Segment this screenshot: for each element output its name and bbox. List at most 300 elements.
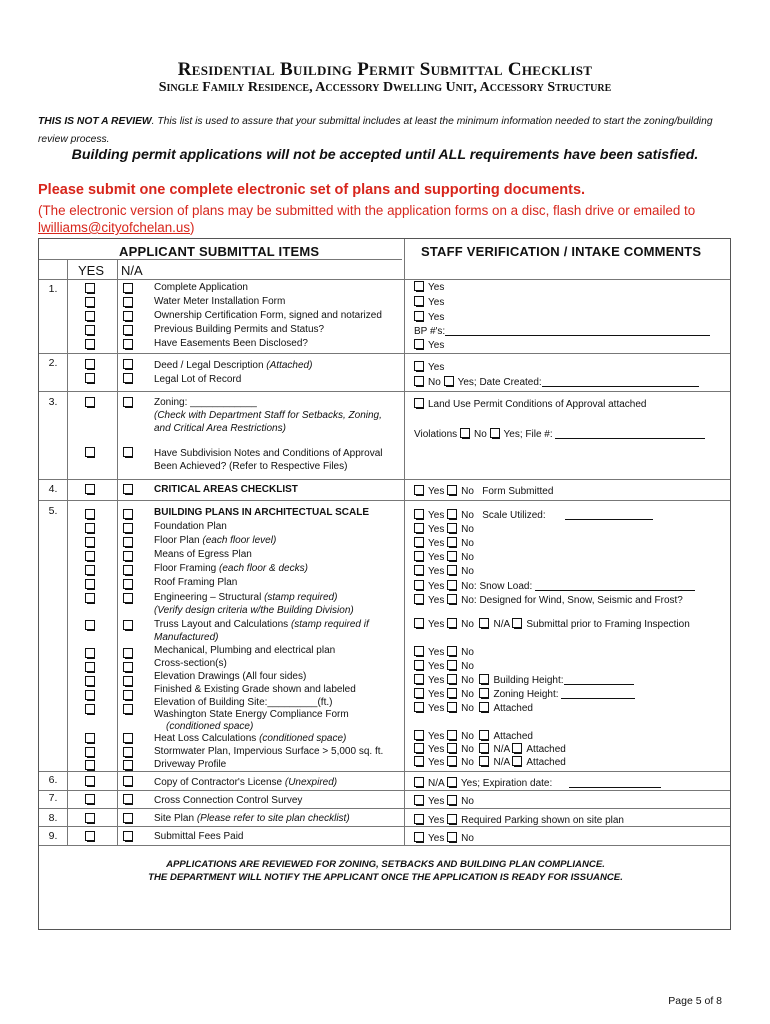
col-divider: [404, 239, 405, 845]
floor-plan-label: Floor Plan: [154, 535, 203, 546]
staff-zoning-height[interactable]: [414, 688, 635, 701]
checkbox-icon[interactable]: [512, 756, 523, 766]
staff-label: Yes: [428, 833, 445, 844]
checkbox-icon[interactable]: [85, 579, 95, 589]
checkbox-icon[interactable]: [123, 690, 133, 700]
checkbox-icon[interactable]: [447, 523, 458, 533]
staff-egress[interactable]: [414, 551, 474, 564]
checkbox-icon[interactable]: [444, 376, 455, 386]
checkbox-icon[interactable]: [414, 702, 425, 712]
checkbox-icon[interactable]: [447, 795, 458, 805]
checkbox-icon[interactable]: [414, 361, 425, 371]
engineering-label: Engineering – Structural: [154, 592, 265, 603]
staff-label: Yes: [428, 744, 445, 755]
checkbox-icon[interactable]: [414, 594, 425, 604]
submit-instructions-title: Please submit one complete electronic set of plans and supporting documents.: [38, 182, 586, 198]
staff-label: Yes: [428, 340, 445, 351]
checkbox-icon[interactable]: [123, 339, 133, 349]
date-input-line[interactable]: [542, 377, 699, 387]
checkbox-icon[interactable]: [85, 325, 95, 335]
checkbox-icon[interactable]: [447, 814, 458, 824]
staff-truss[interactable]: [414, 618, 690, 631]
checkbox-icon[interactable]: [85, 447, 95, 457]
staff-label: Zoning Height:: [493, 689, 559, 700]
staff-critical-areas[interactable]: [414, 485, 553, 498]
item-contractor: [154, 776, 337, 789]
checkbox-icon[interactable]: [123, 397, 133, 407]
checkbox-icon[interactable]: [85, 297, 95, 307]
item-floor-plan: [154, 534, 276, 547]
staff-label: No: [461, 486, 474, 497]
checkbox-icon[interactable]: [414, 376, 425, 386]
checkbox-icon[interactable]: [85, 648, 95, 658]
checkbox-icon[interactable]: [414, 660, 425, 670]
checkbox-icon[interactable]: [414, 618, 425, 628]
staff-label: No: [428, 377, 441, 388]
item-fees: Submittal Fees Paid: [154, 831, 244, 842]
item-complete-application: Complete Application: [154, 282, 248, 293]
checkbox-icon[interactable]: [123, 620, 133, 630]
staff-label: No: [461, 552, 474, 563]
checkbox-icon[interactable]: [85, 537, 95, 547]
staff-label: Yes: [428, 661, 445, 672]
submit-note-suffix: ): [190, 220, 195, 235]
staff-label: No: [461, 796, 474, 807]
checkbox-icon[interactable]: [414, 795, 425, 805]
row-number: 6.: [48, 774, 58, 786]
checkbox-icon[interactable]: [123, 551, 133, 561]
staff-label: No: [461, 566, 474, 577]
contractor-note: (Unexpired): [284, 777, 338, 788]
file-input-line[interactable]: [555, 429, 705, 439]
expiration-input-line[interactable]: [569, 778, 661, 788]
zoning-note-line-2: and Critical Area Restrictions): [154, 423, 286, 434]
review-footer-note: [39, 858, 732, 884]
staff-label: Yes: [428, 619, 445, 630]
staff-fees[interactable]: [414, 832, 474, 845]
staff-cross-sections[interactable]: [414, 660, 474, 673]
checkbox-icon[interactable]: [123, 593, 133, 603]
staff-label: N/A: [493, 757, 510, 768]
truss-note: (stamp required if: [290, 619, 369, 630]
checkbox-icon[interactable]: [123, 813, 133, 823]
checkbox-icon[interactable]: [123, 648, 133, 658]
staff-label: Scale Utilized:: [482, 510, 546, 521]
staff-label: No: Designed for Wind, Snow, Seismic and Frost?: [461, 595, 683, 606]
checkbox-icon[interactable]: [414, 580, 425, 590]
item-energy-code: Washington State Energy Compliance Form: [154, 709, 349, 720]
staff-yes-2[interactable]: [414, 296, 444, 309]
row-divider: [39, 826, 730, 827]
checkbox-icon[interactable]: [123, 325, 133, 335]
staff-label: Yes; File #:: [503, 429, 553, 440]
staff-label: Yes: [428, 703, 445, 714]
checkbox-icon[interactable]: [414, 537, 425, 547]
checkbox-icon[interactable]: [414, 339, 425, 349]
row-divider: [39, 500, 730, 501]
staff-label: Yes: [428, 581, 445, 592]
item-stormwater: Stormwater Plan, Impervious Surface > 5,000 sq. ft.: [154, 746, 384, 757]
checkbox-icon[interactable]: [123, 359, 133, 369]
staff-contractor[interactable]: [414, 777, 661, 790]
item-engineering-note-2: [154, 604, 354, 617]
row-number: 9.: [48, 830, 58, 842]
checkbox-icon[interactable]: [85, 676, 95, 686]
staff-label: No: [461, 524, 474, 535]
item-floor-framing: [154, 562, 308, 575]
staff-label: Yes: [428, 675, 445, 686]
checkbox-icon[interactable]: [414, 674, 425, 684]
item-truss: [154, 618, 369, 631]
engineering-note-line-2: (Verify design criteria w/the Building Division): [154, 605, 354, 616]
staff-header: STAFF VERIFICATION / INTAKE COMMENTS: [421, 244, 702, 259]
email-link[interactable]: lwilliams@cityofchelan.us: [38, 220, 191, 235]
row-number: 1.: [48, 283, 58, 295]
staff-site-plan[interactable]: [414, 814, 624, 827]
staff-heat-loss[interactable]: [414, 730, 533, 743]
checkbox-icon[interactable]: [479, 730, 490, 740]
item-previous-permits: Previous Building Permits and Status?: [154, 324, 325, 335]
checkbox-icon[interactable]: [447, 594, 458, 604]
checkbox-icon[interactable]: [414, 814, 425, 824]
staff-label: No: [461, 744, 474, 755]
checkbox-icon[interactable]: [85, 704, 95, 714]
checkbox-icon[interactable]: [85, 747, 95, 757]
checkbox-icon[interactable]: [447, 730, 458, 740]
checkbox-icon[interactable]: [85, 359, 95, 369]
item-legal-lot: Legal Lot of Record: [154, 374, 242, 385]
staff-designed-for[interactable]: [414, 594, 683, 607]
checkbox-icon[interactable]: [447, 832, 458, 842]
staff-driveway[interactable]: [414, 756, 566, 769]
site-plan-note: (Please refer to site plan checklist): [196, 813, 350, 824]
item-foundation: Foundation Plan: [154, 521, 227, 532]
footer-line-1: APPLICATIONS ARE REVIEWED FOR ZONING, SETBACKS AND BUILDING PLAN COMPLIANCE.: [166, 859, 605, 870]
checkbox-icon[interactable]: [123, 579, 133, 589]
staff-label: No: [461, 647, 474, 658]
checkbox-icon[interactable]: [447, 743, 458, 753]
checkbox-icon[interactable]: [123, 704, 133, 714]
checkbox-icon[interactable]: [85, 339, 95, 349]
checkbox-icon[interactable]: [85, 620, 95, 630]
page-title: Residential Building Permit Submittal Checklist: [177, 59, 593, 80]
zoning-note-line-1: (Check with Department Staff for Setbacks, Zoning,: [154, 410, 382, 421]
item-water-meter: Water Meter Installation Form: [154, 296, 286, 307]
checkbox-icon[interactable]: [414, 523, 425, 533]
checkbox-icon[interactable]: [123, 523, 133, 533]
row-divider: [39, 259, 402, 260]
col-divider: [67, 259, 68, 845]
row-divider: [39, 279, 730, 280]
submit-note-prefix: (The electronic version of plans may be submitted with the application forms on a disc, flash drive or emailed to: [38, 203, 696, 218]
item-zoning: Zoning: ____________: [154, 397, 257, 408]
checkbox-icon[interactable]: [414, 688, 425, 698]
staff-label: Required Parking shown on site plan: [461, 815, 624, 826]
row-divider: [39, 808, 730, 809]
staff-bp-field[interactable]: [414, 325, 710, 338]
checkbox-icon[interactable]: [123, 565, 133, 575]
checkbox-icon[interactable]: [447, 551, 458, 561]
checkbox-icon[interactable]: [123, 676, 133, 686]
checkbox-icon[interactable]: [479, 688, 490, 698]
checkbox-icon[interactable]: [414, 646, 425, 656]
staff-label: Yes: [428, 312, 445, 323]
staff-label: Form Submitted: [482, 486, 554, 497]
col-divider: [117, 259, 118, 845]
staff-label: Yes: [428, 297, 445, 308]
staff-label: No: [461, 689, 474, 700]
item-driveway: Driveway Profile: [154, 759, 227, 770]
checkbox-icon[interactable]: [123, 283, 133, 293]
staff-label: No: [461, 757, 474, 768]
item-ownership: Ownership Certification Form, signed and notarized: [154, 310, 382, 321]
page-number: Page 5 of 8: [668, 995, 722, 1007]
staff-label: No: [461, 619, 474, 630]
checkbox-icon[interactable]: [85, 794, 95, 804]
checkbox-icon[interactable]: [414, 730, 425, 740]
checkbox-icon[interactable]: [123, 776, 133, 786]
staff-label: N/A: [493, 744, 510, 755]
checkbox-icon[interactable]: [512, 618, 523, 628]
checkbox-icon[interactable]: [479, 674, 490, 684]
staff-label: Yes: [428, 689, 445, 700]
checkbox-icon[interactable]: [85, 283, 95, 293]
checkbox-icon[interactable]: [85, 813, 95, 823]
checkbox-icon[interactable]: [85, 690, 95, 700]
checkbox-icon[interactable]: [447, 756, 458, 766]
energy-code-note: (conditioned space): [166, 721, 254, 732]
staff-yes-3[interactable]: [414, 311, 444, 324]
checkbox-icon[interactable]: [123, 831, 133, 841]
bp-input-line[interactable]: [445, 326, 710, 336]
checkbox-icon[interactable]: [414, 485, 425, 495]
row-number: 8.: [48, 812, 58, 824]
checkbox-icon[interactable]: [85, 662, 95, 672]
item-elevation-site: Elevation of Building Site:_________(ft.): [154, 697, 333, 708]
checkbox-icon[interactable]: [85, 760, 95, 770]
checkbox-icon[interactable]: [123, 447, 133, 457]
checkbox-icon[interactable]: [85, 776, 95, 786]
heat-loss-label: Heat Loss Calculations: [154, 733, 260, 744]
staff-legal-lot[interactable]: [414, 376, 699, 389]
checkbox-icon[interactable]: [85, 311, 95, 321]
staff-land-use[interactable]: [414, 398, 646, 411]
checkbox-icon[interactable]: [447, 537, 458, 547]
checkbox-icon[interactable]: [447, 580, 458, 590]
row-divider: [39, 771, 730, 772]
staff-label: Attached: [526, 744, 566, 755]
checkbox-icon[interactable]: [490, 428, 501, 438]
staff-label: Attached: [493, 731, 533, 742]
checkbox-icon[interactable]: [414, 743, 425, 753]
staff-building-height[interactable]: [414, 674, 634, 687]
checkbox-icon[interactable]: [85, 484, 95, 494]
checkbox-icon[interactable]: [479, 756, 490, 766]
staff-label: Yes: [428, 731, 445, 742]
checkbox-icon[interactable]: [85, 733, 95, 743]
staff-label: Yes: [428, 757, 445, 768]
item-heat-loss: [154, 732, 346, 745]
checkbox-icon[interactable]: [414, 551, 425, 561]
checkbox-icon[interactable]: [447, 618, 458, 628]
heat-loss-note: (conditioned space): [259, 733, 347, 744]
zoning-height-input-line[interactable]: [561, 689, 635, 699]
checkbox-icon[interactable]: [414, 296, 425, 306]
row-number: 4.: [48, 483, 58, 495]
checkbox-icon[interactable]: [85, 593, 95, 603]
checkbox-icon[interactable]: [123, 373, 133, 383]
staff-violations[interactable]: [414, 428, 705, 441]
item-building-plans: [154, 506, 369, 519]
row-divider: [39, 391, 730, 392]
staff-label: No: [461, 833, 474, 844]
staff-snow-load[interactable]: [414, 580, 695, 593]
staff-foundation[interactable]: [414, 523, 474, 536]
row-number: 2.: [48, 357, 58, 369]
checkbox-icon[interactable]: [85, 373, 95, 383]
row-number: 7.: [48, 792, 58, 804]
staff-label: No: [461, 538, 474, 549]
col-yes-header: YES: [78, 263, 105, 278]
checkbox-icon[interactable]: [479, 618, 490, 628]
checklist-table: [38, 238, 731, 930]
checkbox-icon[interactable]: [447, 509, 458, 519]
floor-framing-note: (each floor & decks): [219, 563, 308, 574]
checkbox-icon[interactable]: [447, 646, 458, 656]
checkbox-icon[interactable]: [414, 777, 425, 787]
staff-label: N/A: [493, 619, 510, 630]
staff-floor-framing[interactable]: [414, 565, 474, 578]
checkbox-icon[interactable]: [85, 523, 95, 533]
staff-label: Yes: [428, 552, 445, 563]
item-easements: Have Easements Been Disclosed?: [154, 338, 308, 349]
applicant-header: APPLICANT SUBMITTAL ITEMS: [119, 244, 320, 259]
checkbox-icon[interactable]: [123, 537, 133, 547]
checkbox-icon[interactable]: [447, 485, 458, 495]
snow-load-input-line[interactable]: [535, 581, 695, 591]
checkbox-icon[interactable]: [414, 756, 425, 766]
checkbox-icon[interactable]: [123, 760, 133, 770]
checkbox-icon[interactable]: [123, 794, 133, 804]
item-deed-label: Deed / Legal Description: [154, 360, 267, 371]
row-number: 5.: [48, 505, 58, 517]
floor-framing-label: Floor Framing: [154, 563, 220, 574]
staff-label: Yes: [428, 362, 445, 373]
staff-label: No: [461, 661, 474, 672]
item-mep: Mechanical, Plumbing and electrical plan: [154, 645, 336, 656]
staff-scale[interactable]: [414, 509, 653, 522]
footer-line-2: THE DEPARTMENT WILL NOTIFY THE APPLICANT ONCE THE APPLICATION IS READY FOR ISSUANCE.: [148, 872, 623, 883]
checkbox-icon[interactable]: [512, 743, 523, 753]
checkbox-icon[interactable]: [460, 428, 471, 438]
checkbox-icon[interactable]: [414, 311, 425, 321]
item-deed-note: (Attached): [266, 360, 313, 371]
item-critical-areas: [154, 483, 298, 496]
checkbox-icon[interactable]: [123, 733, 133, 743]
checkbox-icon[interactable]: [447, 688, 458, 698]
checkbox-icon[interactable]: [414, 398, 425, 408]
item-roof-framing: Roof Framing Plan: [154, 577, 238, 588]
floor-plan-note: (each floor level): [202, 535, 277, 546]
checkbox-icon[interactable]: [479, 743, 490, 753]
checkbox-icon[interactable]: [447, 777, 458, 787]
checkbox-icon[interactable]: [414, 832, 425, 842]
staff-mep[interactable]: [414, 646, 474, 659]
item-subdivision: Have Subdivision Notes and Conditions of Approval: [154, 448, 383, 459]
col-na-header: N/A: [121, 263, 143, 278]
building-height-input-line[interactable]: [564, 675, 634, 685]
staff-label: Attached: [493, 703, 533, 714]
scale-input-line[interactable]: [565, 510, 653, 520]
notice-bold: THIS IS NOT A REVIEW: [38, 116, 152, 127]
review-notice: [38, 113, 728, 149]
checkbox-icon[interactable]: [414, 509, 425, 519]
checkbox-icon[interactable]: [447, 660, 458, 670]
staff-label: No: [473, 429, 487, 440]
checkbox-icon[interactable]: [123, 297, 133, 307]
checkbox-icon[interactable]: [123, 662, 133, 672]
item-truss-note-2: [154, 631, 218, 644]
staff-label: Yes: [428, 538, 445, 549]
checkbox-icon[interactable]: [123, 509, 133, 519]
item-deed: [154, 359, 312, 372]
staff-label: Yes; Expiration date:: [460, 778, 553, 789]
checkbox-icon[interactable]: [85, 565, 95, 575]
staff-label: No: Snow Load:: [461, 581, 533, 592]
item-elevation-drawings: Elevation Drawings (All four sides): [154, 671, 307, 682]
item-cross-connection: Cross Connection Control Survey: [154, 795, 303, 806]
checkbox-icon[interactable]: [85, 397, 95, 407]
checkbox-icon[interactable]: [123, 311, 133, 321]
notice-text: . This list is used to assure that your submittal includes at least the minimum information needed to start the zoning/building review process.: [38, 116, 713, 145]
checkbox-icon[interactable]: [447, 565, 458, 575]
staff-label: Yes: [428, 524, 445, 535]
checkbox-icon[interactable]: [123, 484, 133, 494]
staff-label: Submittal prior to Framing Inspection: [526, 619, 690, 630]
staff-label: Yes: [428, 282, 445, 293]
staff-yes-1[interactable]: [414, 281, 444, 294]
staff-yes-4[interactable]: [414, 339, 444, 352]
checkbox-icon[interactable]: [414, 281, 425, 291]
site-plan-label: Site Plan: [154, 813, 197, 824]
staff-label: Yes: [428, 486, 445, 497]
staff-energy-attached[interactable]: [414, 702, 533, 715]
requirements-warning: Building permit applications will not be accepted until ALL requirements have been satisfied.: [71, 147, 699, 163]
checkbox-icon[interactable]: [447, 674, 458, 684]
staff-stormwater[interactable]: [414, 743, 566, 756]
checkbox-icon[interactable]: [85, 509, 95, 519]
checkbox-icon[interactable]: [85, 551, 95, 561]
checkbox-icon[interactable]: [447, 702, 458, 712]
staff-yes-5[interactable]: [414, 361, 444, 374]
checkbox-icon[interactable]: [85, 831, 95, 841]
staff-label: Yes: [428, 815, 445, 826]
staff-label: No: [461, 731, 474, 742]
staff-label: Yes: [428, 647, 445, 658]
checkbox-icon[interactable]: [123, 747, 133, 757]
row-divider: [39, 845, 730, 846]
checkbox-icon[interactable]: [479, 702, 490, 712]
staff-label: Yes: [428, 796, 445, 807]
checkbox-icon[interactable]: [414, 565, 425, 575]
staff-label: Violations: [414, 429, 458, 440]
row-number: 3.: [48, 396, 58, 408]
truss-label: Truss Layout and Calculations: [154, 619, 291, 630]
staff-label: Yes: [428, 595, 445, 606]
staff-floor-plan[interactable]: [414, 537, 474, 550]
staff-cross-connection[interactable]: [414, 795, 474, 808]
item-subdivision-2: Been Achieved? (Refer to Respective Files): [154, 461, 348, 472]
